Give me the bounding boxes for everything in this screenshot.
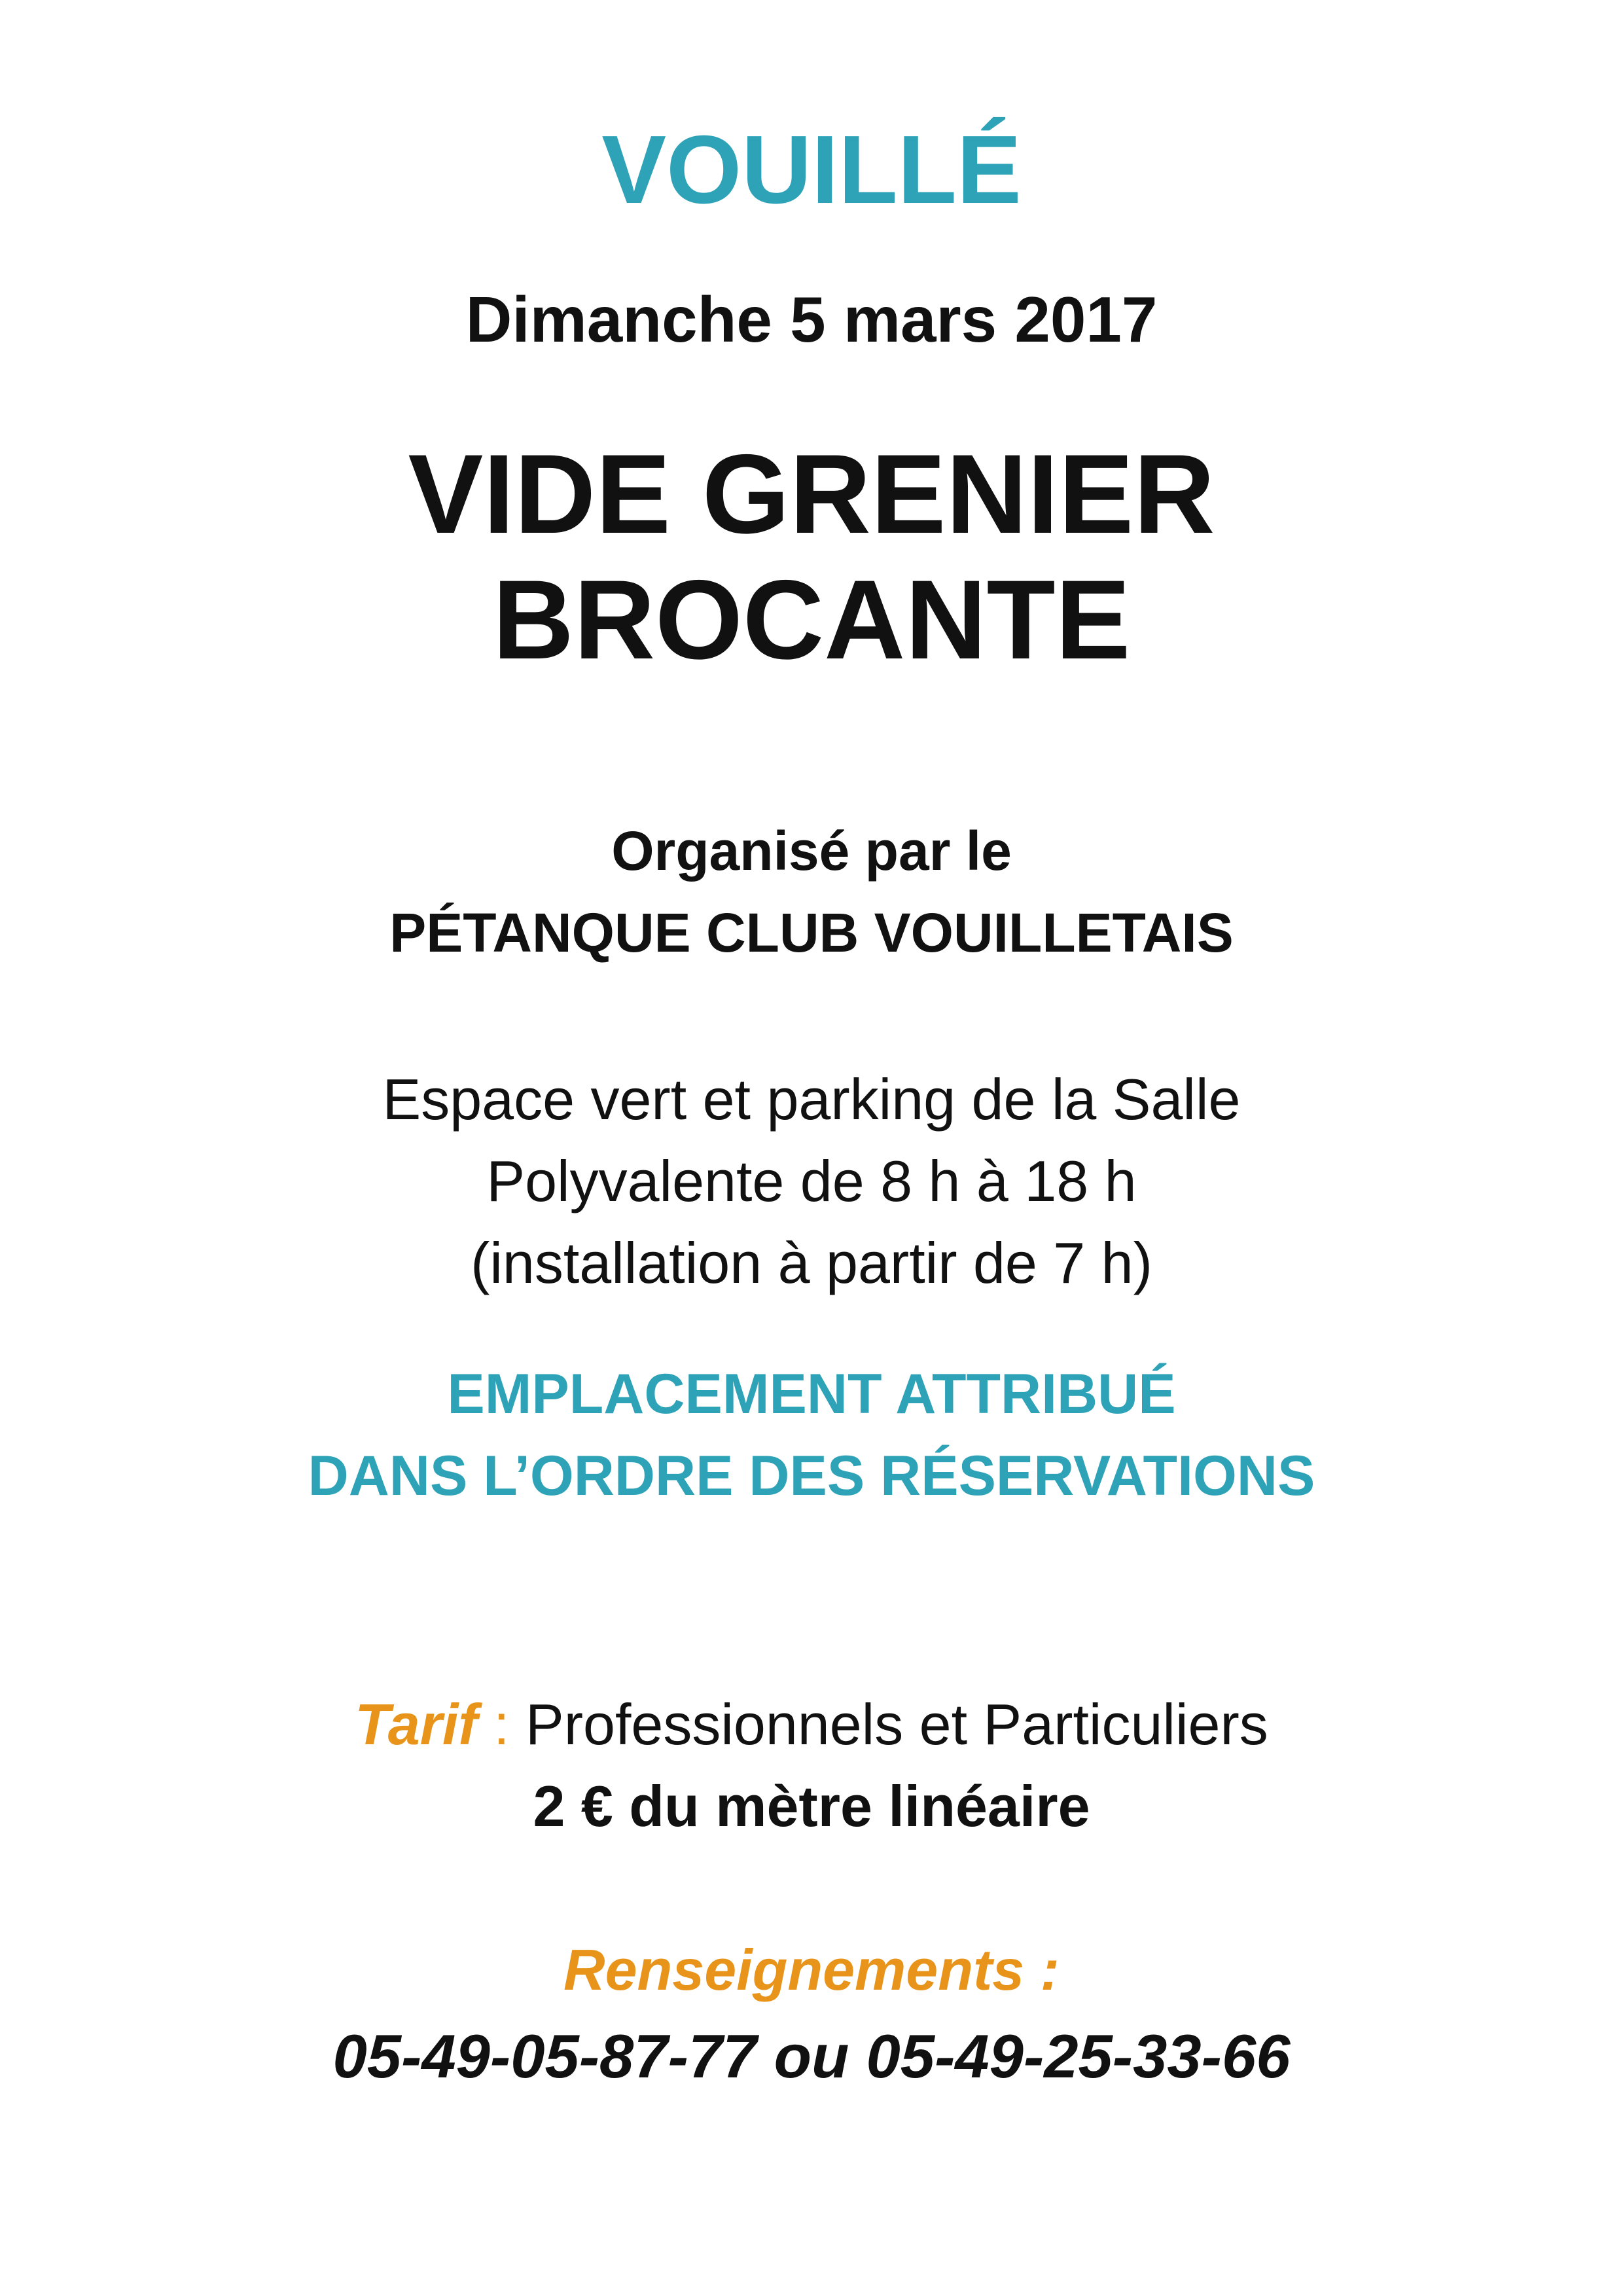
pricing-label: Tarif bbox=[355, 1692, 478, 1757]
contact-label: Renseignements : bbox=[563, 1937, 1060, 2002]
organizer-intro: Organisé par le bbox=[611, 820, 1012, 882]
location-line-3: (installation à partir de 7 h) bbox=[471, 1230, 1152, 1295]
event-title-line-1: VIDE GRENIER bbox=[408, 431, 1215, 557]
event-date: Dimanche 5 mars 2017 bbox=[465, 283, 1158, 355]
location-line-2: Polyvalente de 8 h à 18 h bbox=[486, 1149, 1137, 1213]
organizer-name: PÉTANQUE CLUB VOUILLETAIS bbox=[389, 902, 1234, 963]
pricing-separator: : bbox=[477, 1692, 526, 1757]
pricing-audience: Professionnels et Particuliers bbox=[526, 1692, 1268, 1757]
pricing-line bbox=[0, 1685, 1623, 1764]
event-title-line-2: BROCANTE bbox=[492, 557, 1131, 683]
town-heading: VOUILLÉ bbox=[601, 116, 1022, 224]
price-per-meter: 2 € du mètre linéaire bbox=[533, 1774, 1090, 1839]
reservation-notice-line-1: EMPLACEMENT ATTRIBUÉ bbox=[447, 1363, 1176, 1426]
location-line-1: Espace vert et parking de la Salle bbox=[382, 1067, 1241, 1132]
contact-phones: 05-49-05-87-77 ou 05-49-25-33-66 bbox=[332, 2022, 1291, 2090]
reservation-notice-line-2: DANS L’ORDRE DES RÉSERVATIONS bbox=[308, 1444, 1315, 1507]
